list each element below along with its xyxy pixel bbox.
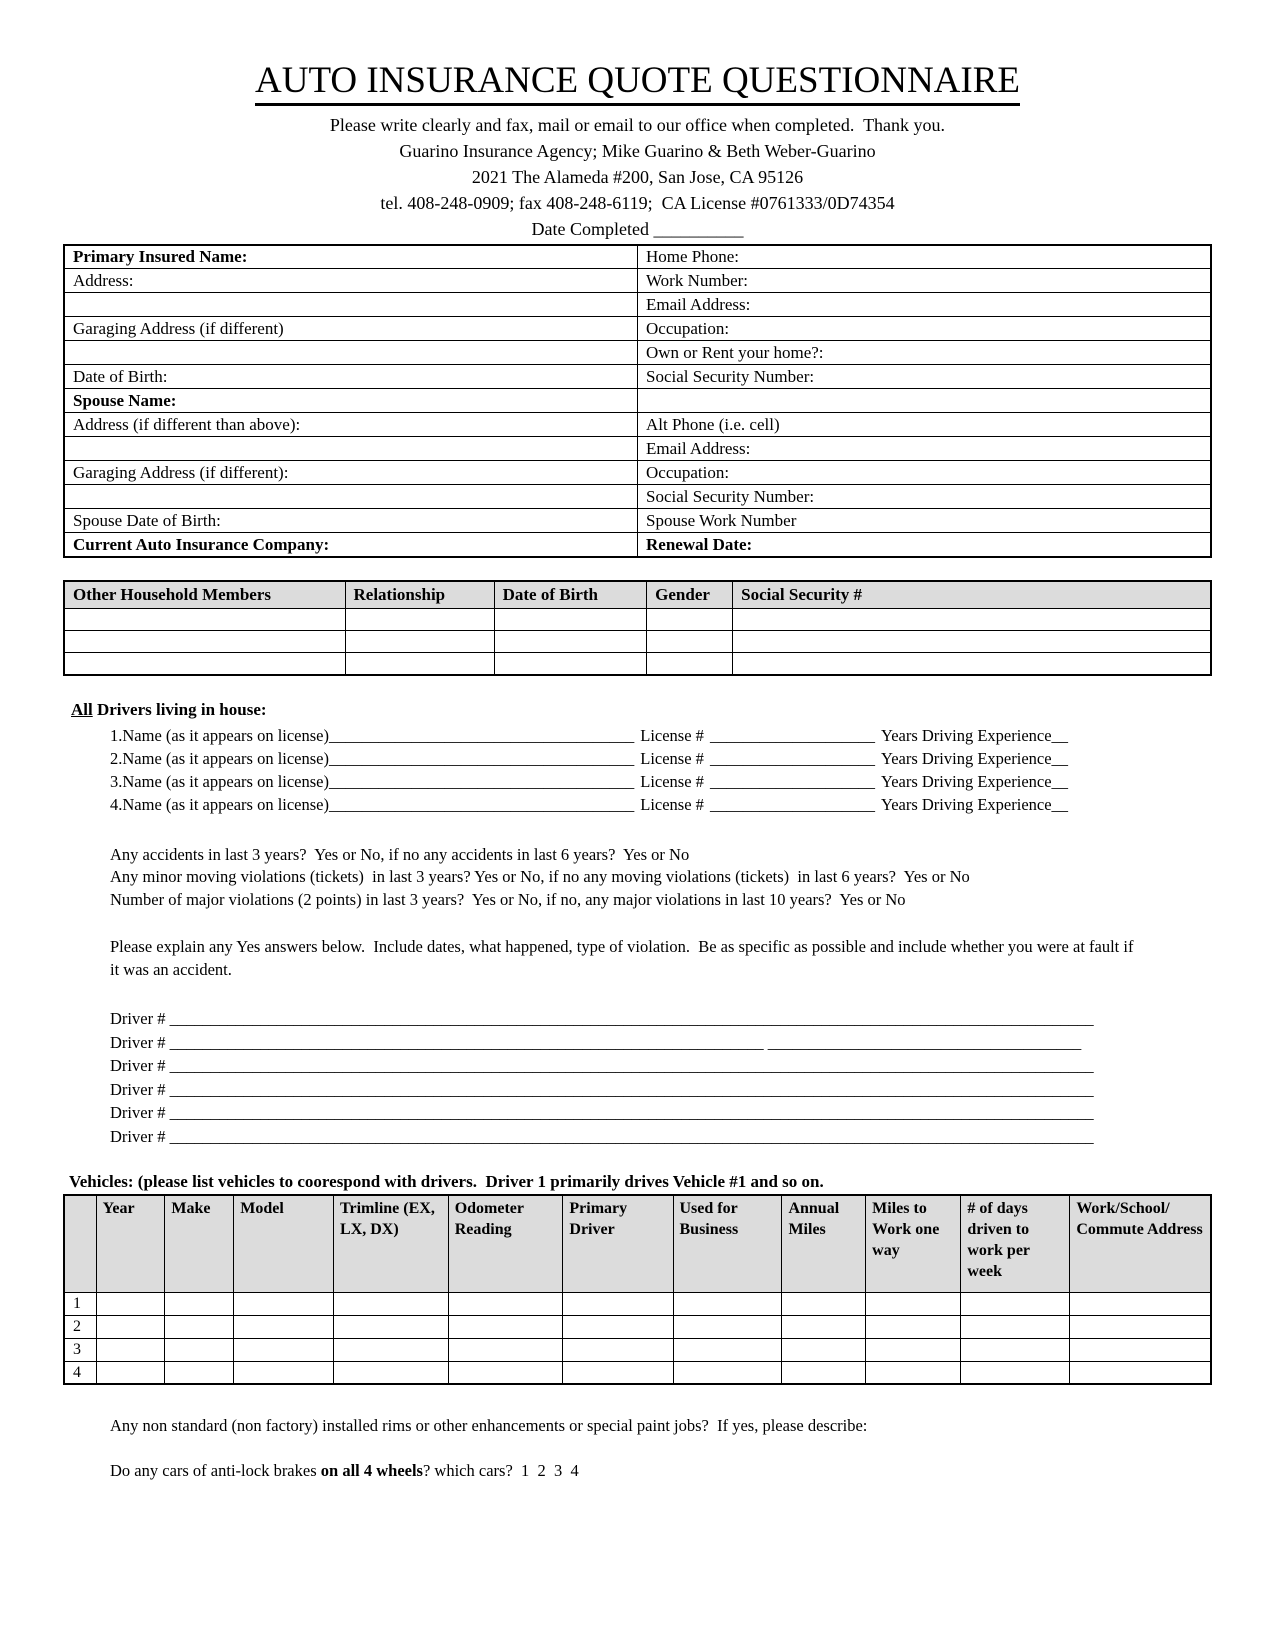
- vehicle-cell: [563, 1361, 673, 1384]
- vehicle-cell: [96, 1361, 165, 1384]
- household-cell: [345, 631, 494, 653]
- vehicle-cell: [165, 1315, 234, 1338]
- insured-cell-left: [64, 485, 638, 509]
- driver-name-label: Name (as it appears on license): [122, 725, 329, 745]
- question-minor-violations: Any minor moving violations (tickets) in last 3 years? Yes or No, if no any moving violations (tickets) in last 6 years? Yes or No: [110, 867, 970, 887]
- date-completed: [63, 216, 1212, 242]
- insured-row: [64, 389, 1211, 413]
- experience-label: Years Driving Experience: [880, 771, 1052, 791]
- vehicle-cell: [334, 1361, 449, 1384]
- vehicle-cell: [448, 1338, 563, 1361]
- vehicle-cell: [782, 1315, 866, 1338]
- abs-question-bold: on all 4 wheels: [320, 1461, 423, 1481]
- vehicle-header-cell: # of days driven to work per week: [961, 1195, 1070, 1292]
- rims-question: Any non standard (non factory) installed rims or other enhancements or special paint jobs? If yes, please describe:: [110, 1416, 868, 1436]
- insured-cell-left: Date of Birth:: [64, 365, 638, 389]
- driver-name-label: Name (as it appears on license): [122, 794, 329, 814]
- household-header-cell: Date of Birth: [494, 581, 647, 609]
- license-label: License #: [640, 748, 704, 768]
- header: [63, 62, 1212, 106]
- abs-question-post: ? which cars? 1 2 3 4: [422, 1461, 579, 1481]
- vehicle-cell: [165, 1361, 234, 1384]
- vehicle-cell: [563, 1292, 673, 1315]
- household-cell: [647, 653, 733, 675]
- vehicle-cell: [866, 1315, 961, 1338]
- phone-license-line: tel. 408-248-0909; fax 408-248-6119; CA License #0761333/0D74354: [380, 192, 895, 213]
- vehicle-row-number: 3: [64, 1338, 96, 1361]
- vehicle-cell: [448, 1361, 563, 1384]
- violations-questions: [110, 844, 1212, 912]
- name-blank-line: _____________________________________: [329, 748, 635, 768]
- experience-label: Years Driving Experience: [880, 794, 1052, 814]
- insured-cell-right: Occupation:: [638, 317, 1212, 341]
- insured-cell-right: Spouse Work Number: [638, 509, 1212, 533]
- insured-row: [64, 341, 1211, 365]
- household-cell: [345, 653, 494, 675]
- insured-row: [64, 461, 1211, 485]
- insured-cell-left: Garaging Address (if different):: [64, 461, 638, 485]
- vehicle-header-cell: Year: [96, 1195, 165, 1292]
- insured-row: [64, 245, 1211, 269]
- driver-explanation-line: [110, 1078, 1212, 1102]
- vehicle-cell: [334, 1338, 449, 1361]
- driver-name-label: Name (as it appears on license): [122, 748, 329, 768]
- vehicles-heading: Vehicles: (please list vehicles to coorespond with drivers. Driver 1 primarily drives Vehicle #1 and so on.: [69, 1172, 824, 1192]
- vehicle-row: [64, 1315, 1211, 1338]
- driver-explanation-line: [110, 1031, 1212, 1055]
- blank-line: ________________________________________________________________________________________________________________: [169, 1103, 1094, 1123]
- license-label: License #: [640, 771, 704, 791]
- insured-row: [64, 533, 1211, 557]
- insured-cell-right: Email Address:: [638, 437, 1212, 461]
- blank-line: ________________________________________________________________________________________________________________: [169, 1079, 1094, 1099]
- driver-explanation-lines: [110, 1007, 1212, 1148]
- insured-row: [64, 365, 1211, 389]
- insured-cell-left: Current Auto Insurance Company:: [64, 533, 638, 557]
- household-cell: [733, 631, 1211, 653]
- blank-line: ________________________________________________________________________________________________________________: [169, 1126, 1094, 1146]
- household-row: [64, 653, 1211, 675]
- license-blank-line: ____________________: [709, 771, 875, 791]
- household-members-table: [63, 580, 1212, 676]
- driver-name-row: [110, 724, 1212, 747]
- driver-name-label: Name (as it appears on license): [122, 771, 329, 791]
- vehicle-cell: [165, 1292, 234, 1315]
- vehicle-header-cell: Primary Driver: [563, 1195, 673, 1292]
- vehicle-cell: [1070, 1361, 1211, 1384]
- vehicle-cell: [96, 1292, 165, 1315]
- abs-question-pre: Do any cars of anti-lock brakes: [110, 1461, 321, 1481]
- vehicle-cell: [866, 1361, 961, 1384]
- blank-line: ________________________________________________________________________________________________________________: [169, 1009, 1094, 1029]
- driver-label: Driver #: [110, 1126, 166, 1146]
- name-blank-line: _____________________________________: [329, 771, 635, 791]
- vehicle-cell: [782, 1338, 866, 1361]
- household-cell: [345, 609, 494, 631]
- vehicle-cell: [448, 1315, 563, 1338]
- insured-cell-right: Social Security Number:: [638, 485, 1212, 509]
- vehicle-cell: [961, 1292, 1070, 1315]
- insured-row: [64, 509, 1211, 533]
- household-header-cell: Other Household Members: [64, 581, 345, 609]
- driver-explanation-line: [110, 1054, 1212, 1078]
- driver-number: 1.: [110, 725, 123, 745]
- vehicle-cell: [334, 1315, 449, 1338]
- vehicle-cell: [234, 1338, 334, 1361]
- insured-cell-right: Renewal Date:: [638, 533, 1212, 557]
- abs-question: [110, 1460, 1212, 1482]
- date-completed-label: Date Completed: [531, 218, 649, 239]
- license-label: License #: [640, 725, 704, 745]
- household-header-cell: Relationship: [345, 581, 494, 609]
- driver-label: Driver #: [110, 1103, 166, 1123]
- household-cell: [64, 631, 345, 653]
- driver-number: 3.: [110, 771, 123, 791]
- household-cell: [64, 653, 345, 675]
- vehicle-cell: [334, 1292, 449, 1315]
- license-label: License #: [640, 794, 704, 814]
- vehicle-cell: [782, 1292, 866, 1315]
- vehicle-row: [64, 1292, 1211, 1315]
- driver-explanation-line: [110, 1007, 1212, 1031]
- vehicle-cell: [563, 1315, 673, 1338]
- insured-cell-left: Spouse Date of Birth:: [64, 509, 638, 533]
- insured-cell-left: [64, 341, 638, 365]
- intro-line: Please write clearly and fax, mail or email to our office when completed. Thank you.: [329, 114, 946, 135]
- question-major-violations: Number of major violations (2 points) in last 3 years? Yes or No, if no, any major violations in last 10 years? Yes or No: [110, 889, 906, 909]
- insured-cell-right: Social Security Number:: [638, 365, 1212, 389]
- vehicle-cell: [961, 1315, 1070, 1338]
- drivers-heading: [71, 700, 1212, 720]
- insured-row: [64, 413, 1211, 437]
- household-cell: [494, 631, 647, 653]
- vehicle-header-cell: Work/School/ Commute Address: [1070, 1195, 1211, 1292]
- vehicle-cell: [234, 1292, 334, 1315]
- insured-cell-left: [64, 437, 638, 461]
- insured-cell-left: Address (if different than above):: [64, 413, 638, 437]
- driver-label: Driver #: [110, 1032, 166, 1052]
- household-row: [64, 631, 1211, 653]
- vehicle-row: [64, 1338, 1211, 1361]
- form-title: AUTO INSURANCE QUOTE QUESTIONNAIRE: [255, 62, 1020, 106]
- insured-row: [64, 269, 1211, 293]
- insured-cell-left: Spouse Name:: [64, 389, 638, 413]
- agency-line: Guarino Insurance Agency; Mike Guarino & Beth Weber-Guarino: [399, 140, 876, 161]
- vehicle-header-cell: [64, 1195, 96, 1292]
- vehicle-header-cell: Odometer Reading: [448, 1195, 563, 1292]
- household-cell: [647, 609, 733, 631]
- blank-line: ________________________________________________________________________________________________________________: [169, 1056, 1094, 1076]
- vehicle-cell: [563, 1338, 673, 1361]
- vehicle-cell: [234, 1361, 334, 1384]
- vehicle-header-cell: Model: [234, 1195, 334, 1292]
- license-blank-line: ____________________: [709, 748, 875, 768]
- drivers-heading-all: All: [71, 699, 93, 719]
- explain-instructions: Please explain any Yes answers below. Include dates, what happened, type of violation. Be as specific as possible and include whether you were at fault if it was an accident.: [110, 937, 1134, 980]
- name-blank-line: _____________________________________: [329, 725, 635, 745]
- driver-explanation-line: [110, 1125, 1212, 1149]
- insured-table: [63, 244, 1212, 558]
- vehicle-cell: [961, 1338, 1070, 1361]
- driver-label: Driver #: [110, 1079, 166, 1099]
- vehicle-row-number: 1: [64, 1292, 96, 1315]
- experience-blank-line: __: [1051, 748, 1069, 768]
- driver-name-row: [110, 793, 1212, 816]
- vehicle-cell: [961, 1361, 1070, 1384]
- insured-cell-right: Own or Rent your home?:: [638, 341, 1212, 365]
- household-row: [64, 609, 1211, 631]
- vehicles-table: [63, 1194, 1212, 1385]
- insured-row: [64, 437, 1211, 461]
- vehicle-header-cell: Used for Business: [673, 1195, 782, 1292]
- insured-cell-right: Occupation:: [638, 461, 1212, 485]
- driver-explanation-line: [110, 1101, 1212, 1125]
- household-cell: [733, 609, 1211, 631]
- insured-cell-right: Email Address:: [638, 293, 1212, 317]
- insured-cell-left: [64, 293, 638, 317]
- insured-cell-left: Garaging Address (if different): [64, 317, 638, 341]
- address-line: 2021 The Alameda #200, San Jose, CA 95126: [471, 166, 804, 187]
- experience-blank-line: __: [1051, 771, 1069, 791]
- vehicle-cell: [96, 1338, 165, 1361]
- household-cell: [64, 609, 345, 631]
- blank-line: ______________________________________: [767, 1032, 1082, 1052]
- vehicle-cell: [1070, 1292, 1211, 1315]
- vehicle-header-cell: Make: [165, 1195, 234, 1292]
- experience-blank-line: __: [1051, 794, 1069, 814]
- vehicle-cell: [866, 1292, 961, 1315]
- household-cell: [647, 631, 733, 653]
- experience-blank-line: __: [1051, 725, 1069, 745]
- insured-cell-left: Primary Insured Name:: [64, 245, 638, 269]
- experience-label: Years Driving Experience: [880, 748, 1052, 768]
- vehicle-header-cell: Annual Miles: [782, 1195, 866, 1292]
- vehicle-cell: [673, 1361, 782, 1384]
- insured-row: [64, 293, 1211, 317]
- vehicle-cell: [448, 1292, 563, 1315]
- insured-cell-right: [638, 389, 1212, 413]
- vehicle-header-cell: Trimline (EX, LX, DX): [334, 1195, 449, 1292]
- driver-number: 4.: [110, 794, 123, 814]
- household-cell: [494, 653, 647, 675]
- insured-cell-right: Work Number:: [638, 269, 1212, 293]
- insured-row: [64, 317, 1211, 341]
- name-blank-line: _____________________________________: [329, 794, 635, 814]
- household-header-cell: Social Security #: [733, 581, 1211, 609]
- license-blank-line: ____________________: [709, 794, 875, 814]
- blank-line: ________________________________________________________________________: [169, 1032, 764, 1052]
- drivers-heading-rest: Drivers living in house:: [92, 699, 267, 719]
- driver-name-row: [110, 747, 1212, 770]
- vehicle-cell: [866, 1338, 961, 1361]
- license-blank-line: ____________________: [709, 725, 875, 745]
- household-header-row: [64, 581, 1211, 609]
- vehicle-row-number: 2: [64, 1315, 96, 1338]
- insured-row: [64, 485, 1211, 509]
- driver-number: 2.: [110, 748, 123, 768]
- vehicle-cell: [1070, 1338, 1211, 1361]
- driver-label: Driver #: [110, 1009, 166, 1029]
- vehicle-cell: [673, 1292, 782, 1315]
- date-completed-blank-line: __________: [653, 218, 744, 239]
- question-accidents: Any accidents in last 3 years? Yes or No, if no any accidents in last 6 years? Yes or No: [110, 844, 690, 864]
- vehicle-cell: [234, 1315, 334, 1338]
- vehicle-cell: [165, 1338, 234, 1361]
- household-cell: [494, 609, 647, 631]
- household-cell: [733, 653, 1211, 675]
- vehicle-cell: [782, 1361, 866, 1384]
- household-header-cell: Gender: [647, 581, 733, 609]
- driver-name-row: [110, 770, 1212, 793]
- vehicles-header-row: [64, 1195, 1211, 1292]
- insured-cell-right: Home Phone:: [638, 245, 1212, 269]
- driver-label: Driver #: [110, 1056, 166, 1076]
- insured-cell-right: Alt Phone (i.e. cell): [638, 413, 1212, 437]
- vehicle-cell: [673, 1315, 782, 1338]
- insured-cell-left: Address:: [64, 269, 638, 293]
- vehicle-cell: [96, 1315, 165, 1338]
- vehicle-row-number: 4: [64, 1361, 96, 1384]
- vehicle-cell: [673, 1338, 782, 1361]
- vehicle-cell: [1070, 1315, 1211, 1338]
- experience-label: Years Driving Experience: [880, 725, 1052, 745]
- vehicle-row: [64, 1361, 1211, 1384]
- vehicle-header-cell: Miles to Work one way: [866, 1195, 961, 1292]
